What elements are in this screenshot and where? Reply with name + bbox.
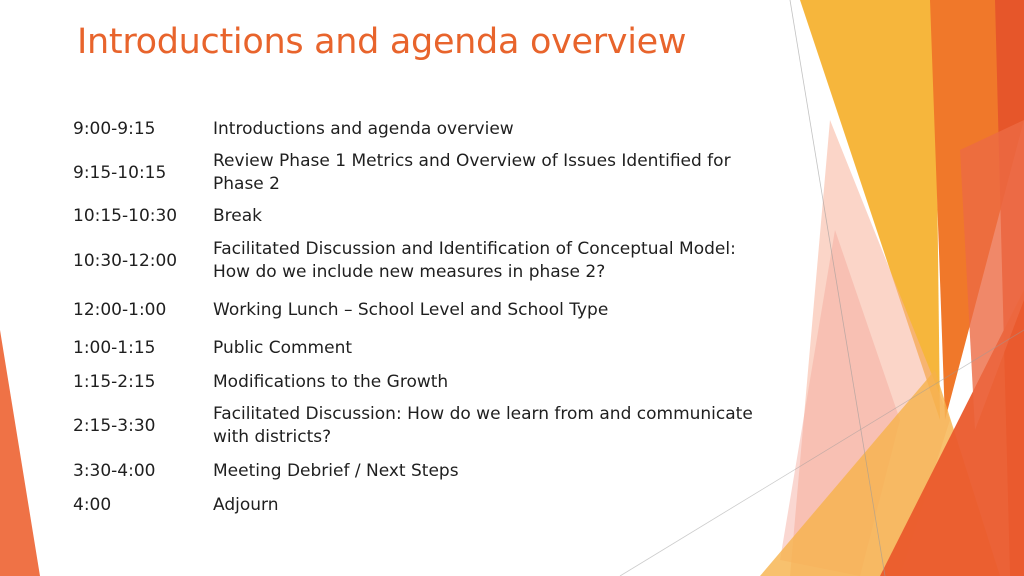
agenda-time: 3:30-4:00 — [73, 460, 156, 481]
agenda-row — [65, 488, 781, 522]
agenda-item: Facilitated Discussion and Identification of Conceptual Model: How do we include new measures in phase 2? — [213, 239, 736, 282]
agenda-item: Meeting Debrief / Next Steps — [213, 460, 459, 481]
agenda-item: Introductions and agenda overview — [213, 118, 514, 139]
agenda-time: 2:15-3:30 — [73, 415, 156, 436]
agenda-item: Working Lunch – School Level and School Type — [213, 299, 609, 320]
agenda-item: Break — [213, 205, 262, 226]
agenda-item: Adjourn — [213, 494, 279, 515]
agenda-time: 10:30-12:00 — [73, 250, 178, 271]
agenda-row — [65, 112, 781, 146]
agenda-item: Modifications to the Growth — [213, 371, 449, 392]
agenda-row — [65, 232, 781, 290]
agenda-time: 1:15-2:15 — [73, 371, 156, 392]
agenda-item: Facilitated Discussion: How do we learn from and communicate with districts? — [213, 404, 753, 447]
agenda-table — [65, 112, 781, 522]
agenda-time: 9:00-9:15 — [73, 118, 156, 139]
page-title: Introductions and agenda overview — [77, 22, 687, 62]
agenda-row — [65, 454, 781, 488]
agenda-time: 12:00-1:00 — [73, 299, 167, 320]
agenda-time: 9:15-10:15 — [73, 162, 167, 183]
agenda-time: 4:00 — [73, 494, 112, 515]
agenda-time: 10:15-10:30 — [73, 205, 178, 226]
agenda-row — [65, 200, 781, 232]
agenda-row — [65, 146, 781, 200]
agenda-row — [65, 290, 781, 330]
agenda-row — [65, 366, 781, 398]
agenda-time: 1:00-1:15 — [73, 337, 156, 358]
agenda-row — [65, 398, 781, 454]
agenda-row — [65, 330, 781, 366]
left-accent-shape — [0, 330, 40, 576]
agenda-item: Public Comment — [213, 337, 353, 358]
agenda-item: Review Phase 1 Metrics and Overview of Issues Identified for Phase 2 — [213, 151, 731, 194]
agenda-body — [65, 112, 781, 522]
